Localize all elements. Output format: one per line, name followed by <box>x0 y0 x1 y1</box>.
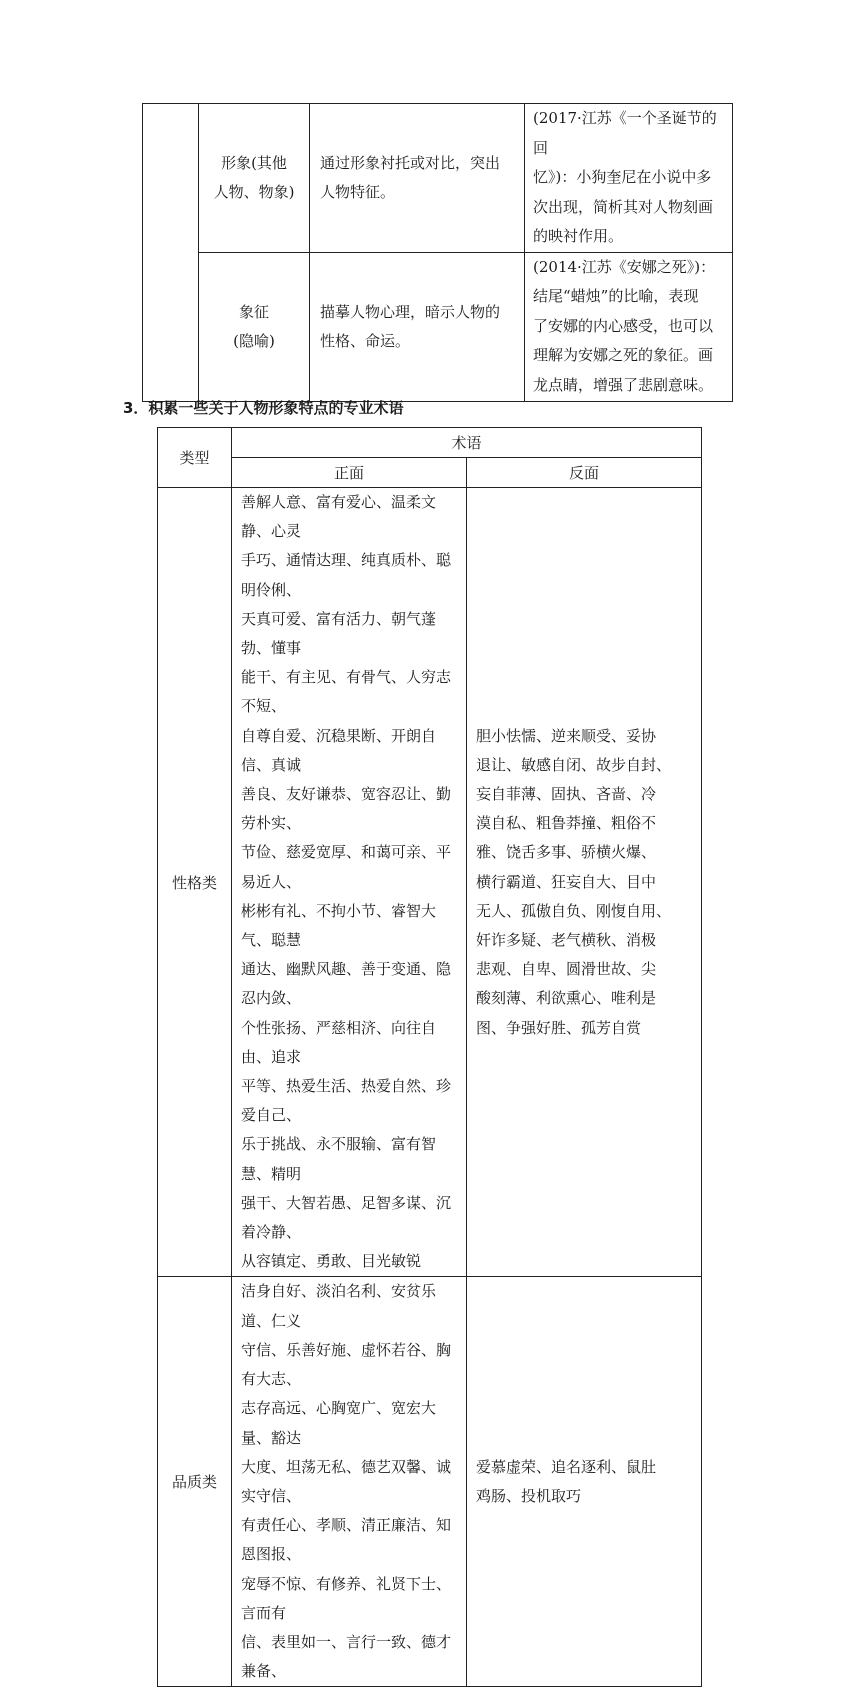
example-line: 结尾“蜡烛”的比喻，表现 <box>533 287 699 306</box>
term-line: 信、表里如一、言行一致、德才兼备、 <box>241 1632 452 1681</box>
negative-terms-cell <box>467 488 702 1277</box>
term-line: 能干、有主见、有骨气、人穷志不短、 <box>241 668 452 716</box>
term-line: 志存高远、心胸宽广、宽宏大量、豁达 <box>241 1399 437 1447</box>
term-line: 宠辱不惊、有修养、礼贤下士、言而有 <box>241 1574 452 1622</box>
literary-technique-table <box>142 103 733 402</box>
category-cell-empty <box>143 104 199 402</box>
term-line: 自尊自爱、沉稳果断、开朗自信、真诚 <box>241 726 437 774</box>
term-line: 妄自菲薄、固执、吝啬、冷 <box>476 785 657 804</box>
term-line: 无人、孤傲自负、刚愎自用、 <box>476 901 672 920</box>
term-line: 手巧、通情达理、纯真质朴、聪明伶俐、 <box>241 551 452 599</box>
term-line: 悲观、自卑、圆滑世故、尖 <box>476 960 657 979</box>
example-line: 的映衬作用。 <box>533 227 624 245</box>
description-line: 人物特征。 <box>320 182 396 201</box>
term-line: 奸诈多疑、老气横秋、消极 <box>476 931 657 950</box>
character-terms-table <box>157 427 702 1687</box>
header-negative: 反面 <box>467 458 702 488</box>
technique-name-cell <box>199 104 310 253</box>
negative-terms-cell <box>467 1277 702 1687</box>
table-row <box>143 252 733 401</box>
term-line: 天真可爱、富有活力、朝气蓬勃、懂事 <box>241 609 437 658</box>
term-line: 有责任心、孝顺、清正廉洁、知恩图报、 <box>241 1516 452 1564</box>
example-line: 忆》)：小狗奎尼在小说中多 <box>533 168 712 186</box>
term-line: 图、争强好胜、孤芳自赏 <box>476 1018 642 1037</box>
term-line: 横行霸道、狂妄自大、目中 <box>476 872 657 891</box>
technique-name-line: 人物、物象) <box>213 182 295 201</box>
example-cell <box>525 104 733 253</box>
header-type: 类型 <box>158 428 232 488</box>
term-line: 强干、大智若愚、足智多谋、沉着冷静、 <box>241 1193 452 1242</box>
technique-name-line: 形象(其他 <box>221 153 287 172</box>
row-type-cell: 品质类 <box>158 1277 232 1687</box>
table-row <box>158 1277 702 1687</box>
technique-name-line: (隐喻) <box>233 331 275 350</box>
technique-description-cell <box>310 104 525 253</box>
description-line: 性格、命运。 <box>320 331 411 350</box>
term-line: 酸刻薄、利欲熏心、唯利是 <box>476 989 657 1008</box>
row-type-cell: 性格类 <box>158 488 232 1277</box>
term-line: 退让、敏感自闭、故步自封、 <box>476 755 672 774</box>
term-line: 漠自私、粗鲁莽撞、粗俗不 <box>476 814 657 833</box>
example-line: 了安娜的内心感受，也可以 <box>533 316 714 335</box>
example-line: (2014·江苏《安娜之死》)： <box>533 257 716 276</box>
table-row <box>143 104 733 253</box>
technique-name-cell <box>199 252 310 401</box>
term-line: 善解人意、富有爱心、温柔文静、心灵 <box>241 493 437 541</box>
example-line: (2017·江苏《一个圣诞节的回 <box>533 109 717 157</box>
technique-description-cell <box>310 252 525 401</box>
example-line: 次出现，简析其对人物刻画 <box>533 197 714 216</box>
term-line: 个性张扬、严慈相济、向往自由、追求 <box>241 1018 437 1066</box>
section-heading: 3．积累一些关于人物形象特点的专业术语 <box>123 399 404 417</box>
term-line: 善良、友好谦恭、宽容忍让、勤劳朴实、 <box>241 785 452 833</box>
positive-terms-cell <box>232 1277 467 1687</box>
table-row <box>158 488 702 1277</box>
example-cell <box>525 252 733 401</box>
term-line: 乐于挑战、永不服输、富有智慧、精明 <box>241 1135 437 1183</box>
term-line: 从容镇定、勇敢、目光敏锐 <box>241 1252 422 1271</box>
header-terms: 术语 <box>232 428 702 458</box>
table-header-row <box>158 458 702 488</box>
positive-terms-cell <box>232 488 467 1277</box>
example-line: 理解为安娜之死的象征。画 <box>533 346 714 365</box>
term-line: 守信、乐善好施、虚怀若谷、胸有大志、 <box>241 1340 452 1389</box>
term-line: 节俭、慈爱宽厚、和蔼可亲、平易近人、 <box>241 843 452 891</box>
description-line: 描摹人物心理，暗示人物的 <box>320 302 501 321</box>
description-line: 通过形象衬托或对比，突出 <box>320 153 501 172</box>
term-line: 平等、热爱生活、热爱自然、珍爱自己、 <box>241 1077 452 1125</box>
term-line: 大度、坦荡无私、德艺双馨、诚实守信、 <box>241 1457 452 1505</box>
term-line: 通达、幽默风趣、善于变通、隐忍内敛、 <box>241 960 452 1008</box>
term-line: 鸡肠、投机取巧 <box>476 1486 582 1505</box>
technique-name-line: 象征 <box>238 302 269 321</box>
table-header-row <box>158 428 702 458</box>
term-line: 爱慕虚荣、追名逐利、鼠肚 <box>476 1457 657 1476</box>
term-line: 洁身自好、淡泊名利、安贫乐道、仁义 <box>241 1282 437 1330</box>
term-line: 雅、饶舌多事、骄横火爆、 <box>476 843 657 862</box>
term-line: 彬彬有礼、不拘小节、睿智大气、聪慧 <box>241 901 437 950</box>
header-positive: 正面 <box>232 458 467 488</box>
example-line: 龙点睛，增强了悲剧意味。 <box>533 375 714 394</box>
term-line: 胆小怯懦、逆来顺受、妥协 <box>476 726 657 745</box>
